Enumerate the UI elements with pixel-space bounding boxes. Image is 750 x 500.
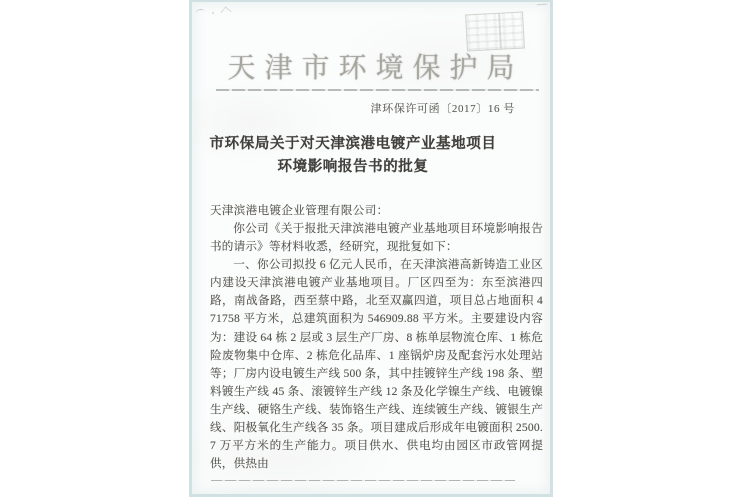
body-paragraph-item-one: 一、你公司拟投 6 亿元人民币，在天津滨港高新铸造工业区内建设天津滨港电镀产业基地项目。厂区四至为：东至滨港四路，南战备路，西至蔡中路，北至双赢四道，项目总占地面积 471758 平方米，总建筑面积为 546909.88 平方米。主要建设内容为：建设 64 栋 2 层或 3 层生产厂房、8 栋单层物流仓库、1 栋危险废物集中仓库、2 栋危化品库、1 座锅炉房及配套污水处理站等；厂房内设电镀生产线 500 条，其中挂镀锌生产线 198 条、塑料镀生产线 45 条、滚镀锌生产线 12 条及化学镍生产线、电镀镍生产线、硬铬生产线、装饰铬生产线、连续镀生产线、镀银生产线、阳极氧化生产线各 35 条。项目建成后形成年电镀面积 2500.7 万平方米的生产能力。项目供水、供电均由园区市政管网提供，供热由 bbox=[210, 258, 543, 471]
stamp-divider bbox=[499, 14, 502, 49]
document-body bbox=[210, 220, 543, 473]
pencil-dot-mark bbox=[212, 12, 214, 14]
pencil-arc-mark bbox=[196, 8, 206, 16]
pencil-tick-mark bbox=[220, 6, 231, 17]
salutation-line: 天津滨港电镀企业管理有限公司： bbox=[210, 205, 389, 217]
agency-masthead: 天津市环境保护局 bbox=[227, 53, 524, 84]
document-number: 津环保许可函〔2017〕16 号 bbox=[370, 103, 515, 115]
scan-corner-artifact bbox=[537, 4, 547, 10]
masthead-divider bbox=[216, 89, 539, 91]
body-paragraph-intro: 你公司《关于报批天津滨港电镀产业基地项目环境影响报告书的请示》等材料收悉，经研究，现批复如下： bbox=[210, 222, 543, 254]
document-title-line2: 环境影响报告书的批复 bbox=[277, 159, 429, 175]
document-title bbox=[196, 133, 510, 179]
footer-divider bbox=[211, 480, 515, 481]
pencil-marks bbox=[196, 6, 236, 20]
document-title-line1: 市环保局关于对天津滨港电镀产业基地项目 bbox=[209, 136, 497, 152]
scanned-document-page bbox=[189, 0, 553, 497]
